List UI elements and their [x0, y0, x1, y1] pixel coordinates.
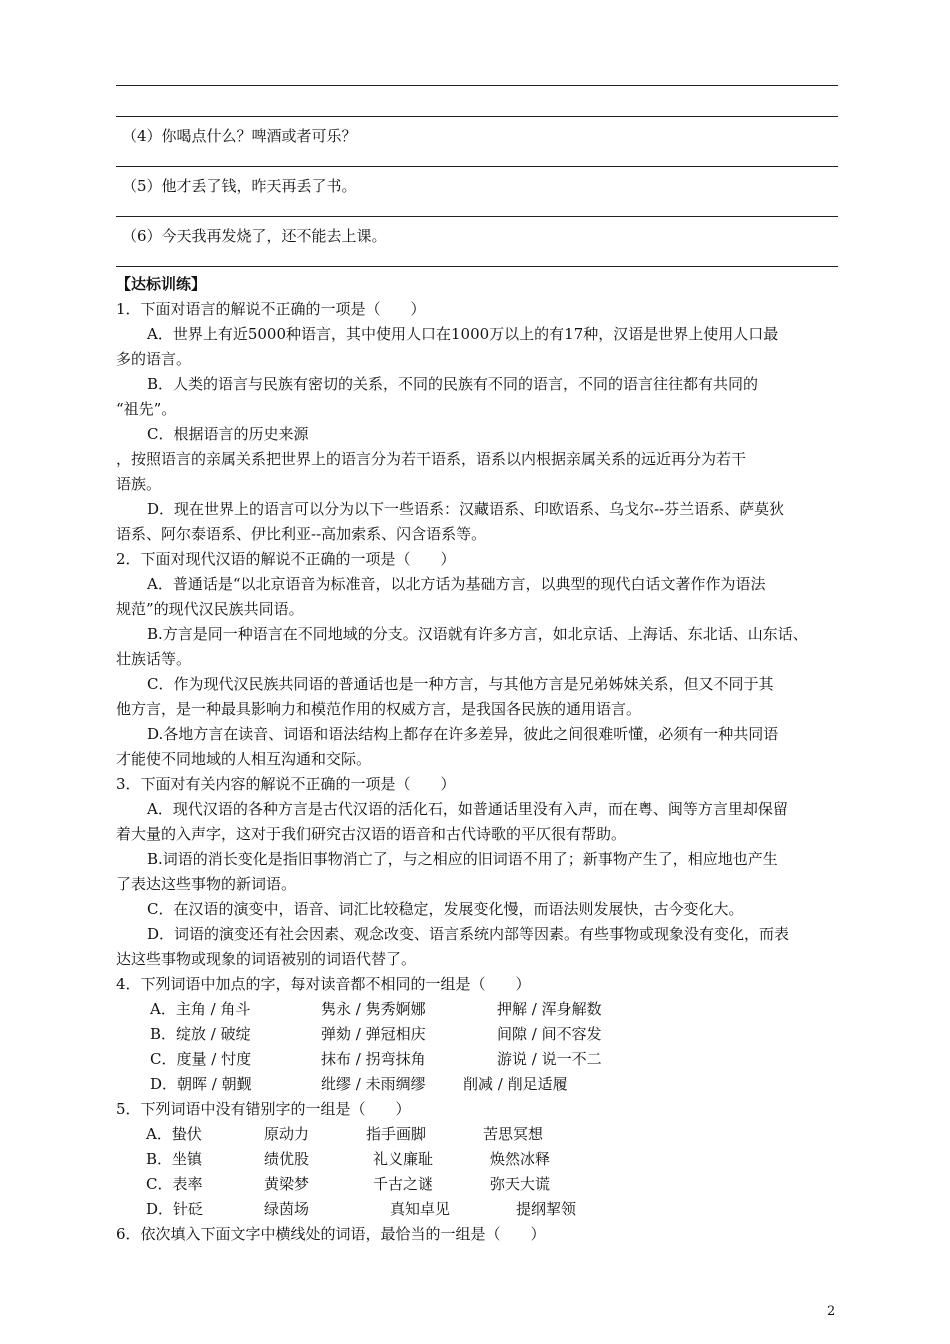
- question-2-line: B.方言是同一种语言在不同地域的分支。汉语就有许多方言，如北京话、上海话、东北话、山东话、: [147, 625, 808, 643]
- q5-option-b-2: 绩优股: [264, 1150, 310, 1168]
- q5-option-b-1: B．坐镇: [146, 1150, 203, 1168]
- question-2-line: 规范”的现代汉民族共同语。: [116, 600, 304, 618]
- answer-line: [116, 85, 838, 86]
- exercise-line: （4）你喝点什么？啤酒或者可乐？: [122, 127, 357, 145]
- question-1-line: D．现在世界上的语言可以分为以下一些语系：汉藏语系、印欧语系、乌戈尔--芬兰语系、萨莫狄: [147, 500, 785, 518]
- question-2-line: C．作为现代汉民族共同语的普通话也是一种方言，与其他方言是兄弟姊妹关系，但又不同于其: [147, 675, 774, 693]
- q4-option-a-2: 隽永 / 隽秀婀娜: [321, 1000, 426, 1018]
- question-1-line: “祖先”。: [116, 400, 177, 418]
- q4-option-d-2: 纰缪 / 未雨绸缪: [321, 1075, 426, 1093]
- answer-line: [116, 116, 838, 117]
- exercise-line: （6）今天我再发烧了，还不能去上课。: [122, 227, 387, 245]
- answer-line: [116, 216, 838, 217]
- question-3-line: A．现代汉语的各种方言是古代汉语的活化石，如普通话里没有入声，而在粤、闽等方言里却保留: [147, 800, 788, 818]
- question-1-line: B．人类的语言与民族有密切的关系，不同的民族有不同的语言，不同的语言往往都有共同的: [147, 375, 759, 393]
- question-3-line: C．在汉语的演变中，语音、词汇比较稳定，发展变化慢，而语法则发展快，古今变化大。: [147, 900, 744, 918]
- q5-option-d-2: 绿茵场: [264, 1200, 310, 1218]
- question-3-line: 达这些事物或现象的词语被别的词语代替了。: [116, 950, 417, 968]
- question-1-line: A．世界上有近5000种语言，其中使用人口在1000万以上的有17种，汉语是世界上使用人口最: [147, 325, 779, 343]
- q5-option-b-4: 焕然冰释: [490, 1150, 551, 1168]
- question-1-line: ，按照语言的亲属关系把世界上的语言分为若干语系，语系以内根据亲属关系的远近再分为若干: [116, 450, 747, 468]
- q4-option-c-3: 游说 / 说一不二: [497, 1050, 602, 1068]
- question-3-line: D．词语的演变还有社会因素、观念改变、语言系统内部等因素。有些事物或现象没有变化，而表: [147, 925, 790, 943]
- q5-option-c-2: 黄梁梦: [264, 1175, 310, 1193]
- question-1-stem: 1．下面对语言的解说不正确的一项是（ ）: [116, 300, 426, 318]
- question-2-stem: 2．下面对现代汉语的解说不正确的一项是（ ）: [116, 550, 456, 568]
- q5-option-d-4: 提纲挈领: [516, 1200, 577, 1218]
- section-title: 【达标训练】: [116, 275, 207, 293]
- question-3-line: 着大量的入声字，这对于我们研究古汉语的语音和古代诗歌的平仄很有帮助。: [116, 825, 627, 843]
- exercise-line: （5）他才丢了钱，昨天再丢了书。: [122, 177, 357, 195]
- q5-option-c-3: 千古之谜: [373, 1175, 434, 1193]
- q5-option-c-4: 弥天大谎: [490, 1175, 551, 1193]
- question-3-line: B.词语的消长变化是指旧事物消亡了，与之相应的旧词语不用了；新事物产生了，相应地也产生: [147, 850, 778, 868]
- q5-option-d-3: 真知卓见: [390, 1200, 451, 1218]
- question-3-stem: 3．下面对有关内容的解说不正确的一项是（ ）: [116, 775, 456, 793]
- q4-option-b-2: 弹劾 / 弹冠相庆: [321, 1025, 426, 1043]
- question-3-line: 了表达这些事物的新词语。: [116, 875, 297, 893]
- question-1-line: 语族。: [116, 475, 162, 493]
- question-1-line: 多的语言。: [116, 350, 192, 368]
- q4-option-c-1: C．度量 / 忖度: [150, 1050, 252, 1068]
- question-2-line: 他方言，是一种最具影响力和模范作用的权威方言，是我国各民族的通用语言。: [116, 700, 642, 718]
- question-2-line: 才能使不同地域的人相互沟通和交际。: [116, 750, 372, 768]
- answer-line: [116, 266, 838, 267]
- q4-option-a-1: A．主角 / 角斗: [150, 1000, 251, 1018]
- page-number: 2: [827, 1304, 836, 1319]
- question-2-line: 壮族话等。: [116, 650, 192, 668]
- q4-option-c-2: 抹布 / 拐弯抹角: [321, 1050, 426, 1068]
- q5-option-b-3: 礼义廉耻: [373, 1150, 434, 1168]
- question-2-line: A．普通话是“以北京语音为标准音，以北方话为基础方言，以典型的现代白话文著作作为语法: [147, 575, 766, 593]
- q4-option-d-1: D．朝晖 / 朝觐: [150, 1075, 252, 1093]
- question-5-stem: 5．下列词语中没有错别字的一组是（ ）: [116, 1100, 411, 1118]
- q4-option-b-1: B．绽放 / 破绽: [150, 1025, 251, 1043]
- question-1-line: C．根据语言的历史来源: [147, 425, 309, 443]
- q4-option-a-3: 押解 / 浑身解数: [497, 1000, 602, 1018]
- q5-option-c-1: C．表率: [146, 1175, 203, 1193]
- question-6-stem: 6．依次填入下面文字中横线处的词语，最恰当的一组是（ ）: [116, 1225, 546, 1243]
- q5-option-a-4: 苦思冥想: [483, 1125, 544, 1143]
- q4-option-b-3: 间隙 / 间不容发: [497, 1025, 602, 1043]
- q5-option-d-1: D．针砭: [146, 1200, 204, 1218]
- q5-option-a-3: 指手画脚: [366, 1125, 427, 1143]
- answer-line: [116, 166, 838, 167]
- question-1-line: 语系、阿尔泰语系、伊比利亚--高加索系、闪含语系等。: [116, 525, 487, 543]
- q4-option-d-3: 削减 / 削足适履: [463, 1075, 568, 1093]
- question-2-line: D.各地方言在读音、词语和语法结构上都存在许多差异，彼此之间很难听懂，必须有一种共同语: [147, 725, 779, 743]
- q5-option-a-1: A．蛰伏: [146, 1125, 202, 1143]
- q5-option-a-2: 原动力: [264, 1125, 310, 1143]
- question-4-stem: 4．下列词语中加点的字，每对读音都不相同的一组是（ ）: [116, 975, 531, 993]
